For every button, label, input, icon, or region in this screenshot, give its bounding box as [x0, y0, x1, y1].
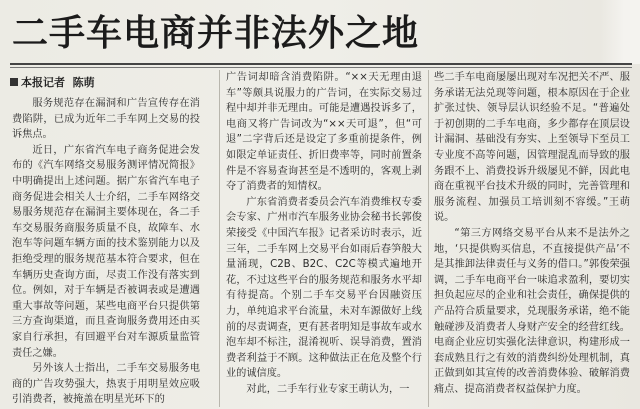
byline-label: 本报记者 [21, 76, 65, 89]
article-paragraph: 近日，广东省汽车电子商务促进会发布的《汽车网络交易服务测评情况简报》中明确提出上述问题。据广东省汽车电子商务促进会相关人士介绍，二手车网络交易服务规范存在漏洞主要体现在，各二手车交易服务商服务质量不良，故障车、水泡车等问题车辆方面的技术鉴别能力以及拒绝受理的服务规范基本符合要求，但在车辆历史查询方面，尽责工作没有落实到位。例如，对于车辆是否被调表或是遭遇重大事故等问题，某些电商平台只提供第三方查询渠道，而且查询服务费用还由买家自行承担，有回避平台对车源质量监管责任之嫌。 [12, 144, 200, 359]
article-paragraph: 服务规范存在漏洞和广告宣传存在消费陷阱，已成为近年二手车网上交易的投诉焦点。 [12, 98, 200, 141]
article-paragraph: 广告词却暗含消费陷阱。“××天无理由退车”等颇具说服力的广告词，在实际交易过程中却并非无理由。可能是遭遇投诉多了，电商又将广告词改为“××天可退”，但“可退”二字背后还是设定了多重前提条件，例如限定单证责任、折旧费率等，同时前置条件是不容易查询甚至是不透明的，客观上剥夺了消费者的知情权。 [226, 72, 422, 193]
article-paragraph: 广东省消费者委员会汽车消费维权专委会专家、广州市汽车服务业协会秘书长郭俊荣接受《中国汽车报》记者采访时表示，近三年，二手车网上交易平台如雨后春笋般大量涌现，C2B、B2C、C2C等模式遍地开花，不过这些平台的服务规范和服务水平却有待提高。个别二手车交易平台因融资压力，单纯追求平台流量，未对车源做好上线前的尽责调查，更有甚者明知是事故车或水泡车却不标注，混淆视听、误导消费，置消费者利益于不顾。这种做法正在危及整个行业的诚信度。 [226, 196, 422, 380]
article-paragraph: “第三方网络交易平台从来不是法外之地，‘只提供购买信息，不直接提供产品’不是其推卸法律责任与义务的借口。”郭俊荣强调，二手车电商平台一味追求盈利，要切实担负起应尽的企业和社会责任，确保提供的产品符合质量要求，兑现服务承诺，绝不能触碰涉及消费者人身财产安全的经营红线。电商企业应切实强化法律意识，构建形成一套成熟且行之有效的消费纠纷处理机制，真正做到如其宣传的改善消费体验、破解消费痛点、提高消费者权益保护力度。 [434, 227, 630, 395]
column-divider [428, 70, 429, 407]
article-column-1 [12, 96, 200, 408]
column-divider [219, 70, 220, 407]
byline-name: 陈萌 [72, 76, 95, 89]
byline-square-icon [10, 78, 18, 86]
headline: 二手车电商并非法外之地 [12, 13, 420, 54]
article-column-3 [434, 70, 630, 408]
article-paragraph: 些二手车电商屡屡出现对车况把关不严、服务承诺无法兑现等问题，根本原因在于企业扩张过快、领导层认识经验不足。“普遍处于初创期的二手车电商，多少都存在顶层设计漏洞、基础没有夯实、上至领导下至员工专业度不高等问题，因管理混乱而导致的服务跟不上、消费投诉升级屡见不鲜，因此电商在重视平台技术升级的同时，完善管理和服务流程、加强员工培训刻不容缓。”王萌说。 [434, 72, 630, 224]
headline-rule [10, 63, 632, 65]
byline [10, 74, 95, 90]
article-paragraph: 对此，二手车行业专家王萌认为，一 [246, 383, 410, 395]
article-paragraph: 另外该人士指出，二手车交易服务电商的广告攻势强大，热衷于用明星效应吸引消费者，被掩盖在明星光环下的 [12, 363, 200, 406]
headline-rule-thin [10, 67, 632, 68]
article-column-2 [226, 70, 422, 408]
page-edge-fade [600, 0, 640, 64]
